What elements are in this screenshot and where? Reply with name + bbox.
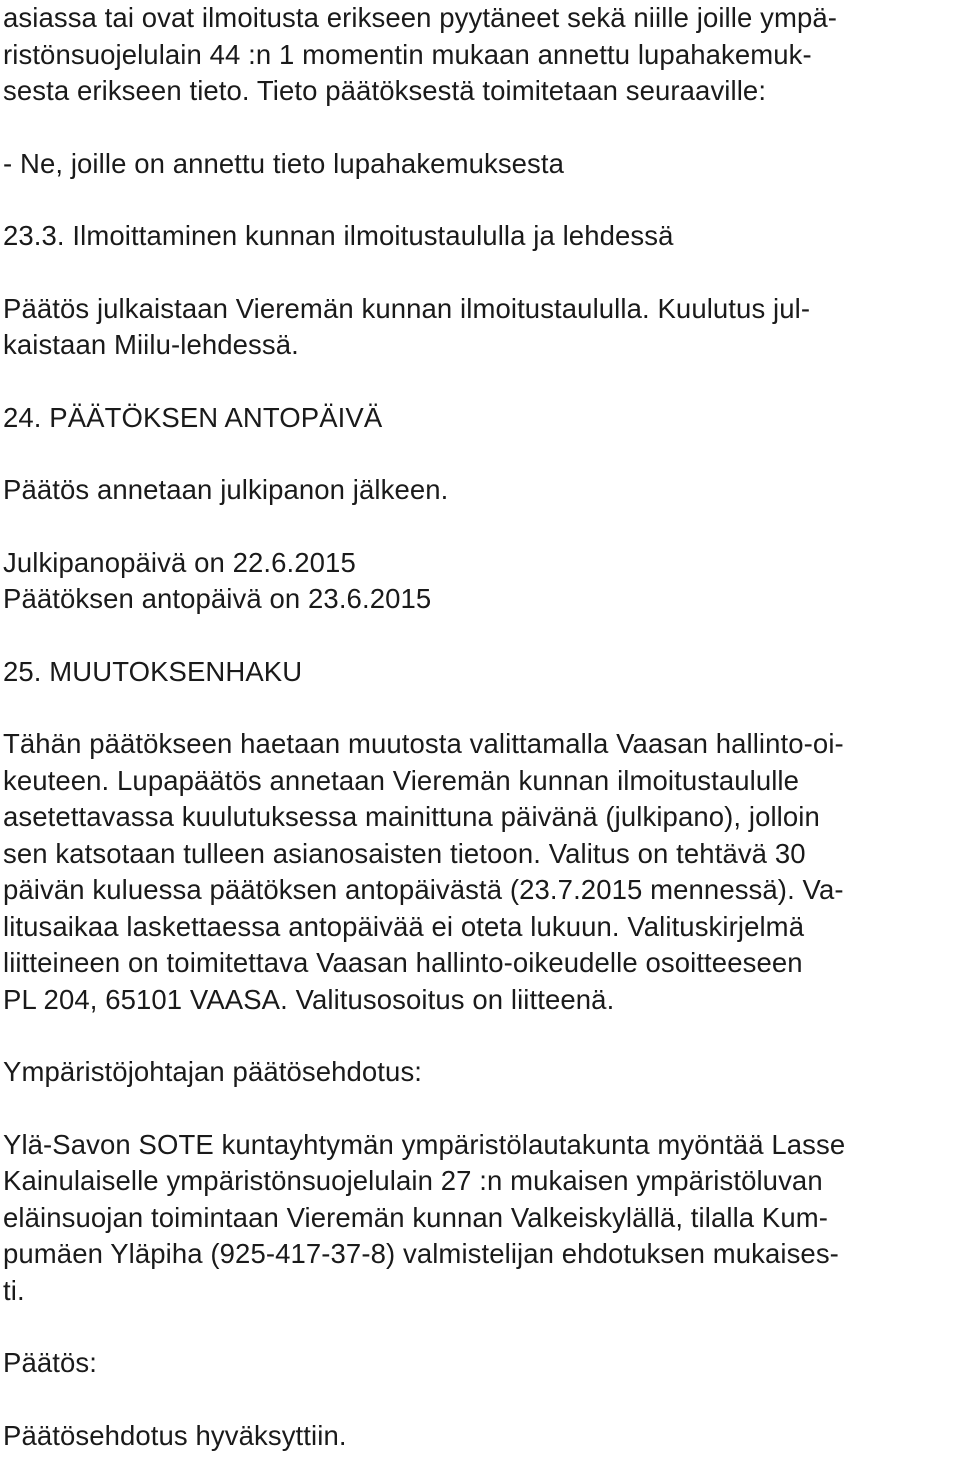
section-25-body (3, 726, 953, 1018)
text-line: litusaikaa laskettaessa antopäivää ei oteta lukuun. Valituskirjelmä (3, 910, 805, 942)
publication-date: Julkipanopäivä on 22.6.2015 (3, 546, 356, 578)
spacer (3, 690, 953, 726)
text-line: pumäen Yläpiha (925-417-37-8) valmistelijan ehdotuksen mukaises- (3, 1238, 839, 1269)
spacer (3, 618, 953, 654)
spacer (3, 110, 953, 146)
intro-paragraph (3, 0, 953, 110)
text-line: Ylä-Savon SOTE kuntayhtymän ympäristölautakunta myöntää Lasse (3, 1128, 846, 1160)
text-line: PL 204, 65101 VAASA. Valitusosoitus on liitteenä. (3, 983, 615, 1015)
proposal-heading: Ympäristöjohtajan päätösehdotus: (3, 1056, 423, 1087)
text-line: ristönsuojelulain 44 :n 1 momentin mukaan annettu lupahakemuk- (3, 38, 812, 70)
text-line: päivän kuluessa päätöksen antopäivästä (23.7.2015 mennessä). Va- (3, 874, 844, 905)
spacer (3, 509, 953, 545)
text-line: Tähän päätökseen haetaan muutosta valittamalla Vaasan hallinto-oi- (3, 728, 844, 759)
section-24-statement: Päätös annetaan julkipanon jälkeen. (3, 474, 449, 505)
text-line: Päätös julkaistaan Vieremän kunnan ilmoitustaululla. Kuulutus jul- (3, 292, 811, 324)
text-line: sesta erikseen tieto. Tieto päätöksestä toimitetaan seuraaville: (3, 75, 767, 106)
spacer (3, 436, 953, 472)
document-page (3, 0, 953, 1454)
section-24-dates (3, 545, 953, 618)
text-line: Kainulaiselle ympäristönsuojelulain 27 :n mukaisen ympäristöluvan (3, 1165, 823, 1196)
recipients-line: - Ne, joille on annettu tieto lupahakemuksesta (3, 147, 565, 179)
section-25-heading: 25. MUUTOKSENHAKU (3, 655, 303, 687)
proposal-body (3, 1127, 953, 1310)
spacer (3, 1018, 953, 1054)
spacer (3, 255, 953, 291)
spacer (3, 182, 953, 218)
text-line: eläinsuojan toimintaan Vieremän kunnan Valkeiskylällä, tilalla Kum- (3, 1201, 829, 1233)
section-23-3-body (3, 291, 953, 364)
spacer (3, 1382, 953, 1418)
text-line: sen katsotaan tulleen asianosaisten tietoon. Valitus on tehtävä 30 (3, 837, 806, 869)
text-line: liitteineen on toimitettava Vaasan hallinto-oikeudelle osoitteeseen (3, 947, 803, 978)
spacer (3, 1091, 953, 1127)
section-24-heading: 24. PÄÄTÖKSEN ANTOPÄIVÄ (3, 401, 383, 433)
decision-date: Päätöksen antopäivä on 23.6.2015 (3, 583, 432, 614)
spacer (3, 364, 953, 400)
text-line: asetettavassa kuulutuksessa mainittuna päivänä (julkipano), jolloin (3, 801, 820, 832)
text-line: keuteen. Lupapäätös annetaan Vieremän kunnan ilmoitustaululle (3, 764, 800, 796)
decision-text: Päätösehdotus hyväksyttiin. (3, 1419, 347, 1451)
spacer (3, 1309, 953, 1345)
text-line: kaistaan Miilu-lehdessä. (3, 329, 299, 360)
text-line: ti. (3, 1274, 25, 1306)
section-23-3-heading: 23.3. Ilmoittaminen kunnan ilmoitustaululla ja lehdessä (3, 220, 674, 251)
text-line: asiassa tai ovat ilmoitusta erikseen pyytäneet sekä niille joille ympä- (3, 2, 838, 33)
decision-heading: Päätös: (3, 1347, 97, 1378)
